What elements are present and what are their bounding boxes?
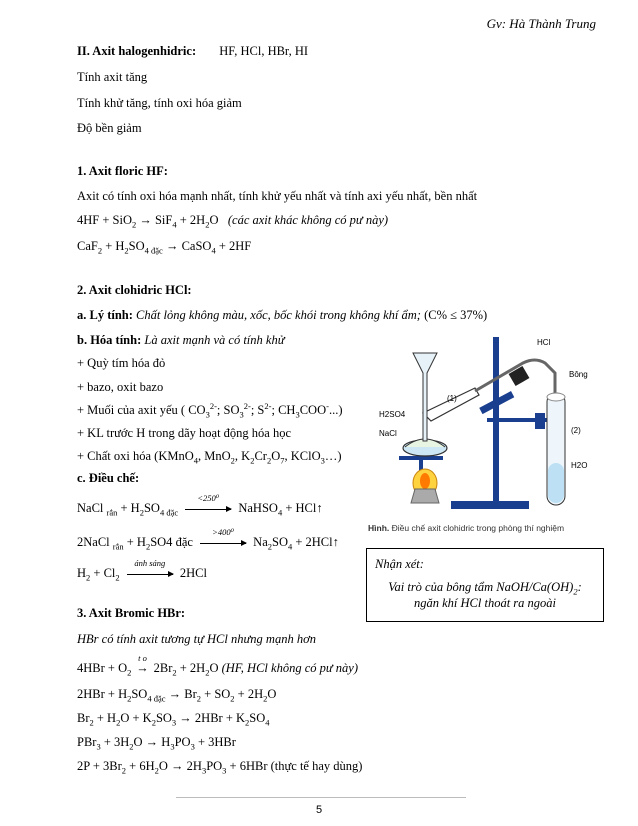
dac-label-3: đặc [175,535,193,549]
section2-line1: Tính axit tăng [77,70,148,84]
cond-light: ánh sáng [134,558,166,568]
arrow-cond-to: t o → [136,653,149,675]
section2-title: II. Axit halogenhidric: [77,44,197,58]
hbr-eq1: $4HBr + O_2$ t o → $2Br_2 + 2H_2O$ (HF, HCl không có pư này) [77,653,359,678]
hcl-chem-text: Là axit mạnh và có tính khử [144,333,285,347]
hcl-prep-title: c. Điều chế: [77,471,140,485]
footer-divider [176,797,466,798]
hcl-chem-label: b. Hóa tính: [77,333,142,347]
note-content-line1: Vai trò của bông tẩm NaOH/Ca(OH) [388,580,574,594]
hf-desc: Axit có tính oxi hóa mạnh nhất, tính khử yếu nhất và tính axi yếu nhất, bền nhất [77,189,478,203]
hcl-c3-pre: + Muối của axit yếu ( CO [77,403,206,417]
hcl-phys-pct: (C% ≤ 37%) [424,308,488,322]
cond-to: t o [138,653,147,663]
arrow-cond-light [126,558,174,581]
hf-eq2: $CaF_2 + H_2SO_{4 đặc}$ → CaSO$_4$ + 2HF [77,239,252,256]
note-title: Nhận xét: [375,557,424,571]
hf-note: (các axit khác không có pư này) [227,213,389,227]
hcl-c2: + bazo, oxit bazo [77,380,164,394]
note-box [366,548,604,622]
hbr-note-last: (thực tế hay dùng) [270,759,363,773]
hbr-desc: HBr có tính axit tương tự HCl nhưng mạnh hơn [77,632,316,646]
section2-line2: Tính khử tăng, tính oxi hóa giảm [77,96,242,110]
hbr-eq2: $2HBr + H_2SO_{4 đặc} \to Br_2 + SO_2 + 2H_2O$ [77,687,277,704]
hcl-phys-label: a. Lý tính: [77,308,133,322]
hbr-eq4: $PBr_3 + 3H_2O \to H_3PO_3 + 3HBr$ [77,735,236,752]
arrow-cond-250 [184,493,232,516]
apparatus-drawing [375,333,602,523]
hcl-chemical [77,333,285,348]
hcl-physical [77,308,487,323]
hbr-title: 3. Axit Bromic HBr: [77,606,186,620]
hcl-prep-eq1: NaCl $_{rắn} + H_2SO_{4 đặc}$ <250⁰ NaHSO$_4$ + HCl↑ [77,493,323,518]
label-nacl: NaCl [379,429,397,438]
hcl-apparatus-figure [375,333,602,539]
hbr-note1: (HF, HCl không có pư này) [221,661,359,675]
dac-label-4: đặc [153,693,166,704]
hcl-c1: + Quỳ tím hóa đỏ [77,356,166,370]
figure-caption-text: Điều chế axit clohidric trong phòng thí nghiệm [389,523,565,533]
figure-caption [368,523,564,533]
arrow-cond-400 [199,527,247,550]
hcl-c3: + Muối của axit yếu ( $CO_3^{2-}$; $SO_3^{2-}$; $S^{2-}$; $CH_3COO^-$...) [77,400,343,420]
hcl-title: 2. Axit clohidric HCl: [77,283,192,297]
ran-label-2: rắn [112,541,124,552]
cond-250: <250⁰ [197,493,220,503]
hcl-c5: + Chất oxi hóa (KMnO$_4$, MnO$_2$, $K_2Cr_2O_7$, KClO$_3$…) [77,449,342,466]
hcl-prep-eq2: 2NaCl $_{rắn} + H_2SO4$ đặc >400⁰ $Na_2SO_4$ + 2HCl↑ [77,527,339,552]
hf-title: 1. Axit floric HF: [77,164,168,178]
dac-label: đặc [151,245,163,256]
header-teacher: Gv: Hà Thành Trung [486,16,596,31]
dac-label-2: đặc [166,507,179,518]
hcl-phys-text: Chất lỏng không màu, xốc, bốc khói trong không khí ẩm; [136,308,421,322]
label-bong: Bông [569,370,588,379]
note-content-line2: ngăn khí HCl thoát ra ngoài [413,596,557,610]
label-1: (1) [447,394,457,403]
note-content: Vai trò của bông tẩm NaOH/$Ca(OH)_2$: ngăn khí HCl thoát ra ngoài [388,580,582,610]
label-2: (2) [571,426,581,435]
hf-eq1: $4HF + SiO_2 \to SiF_4 + 2H_2O$ (các axit khác không có pư này) [77,213,389,230]
label-h2o: H2O [571,461,588,470]
section2-acids: HF, HCl, HBr, HI [219,44,309,58]
ran-label-1: rắn [106,507,118,518]
hcl-prep-eq3: $H_2 + Cl_2$ ánh sáng 2HCl [77,558,207,583]
hcl-c5-pre: + Chất oxi hóa (KMnO [77,449,194,463]
label-h2so4: H2SO4 [379,410,406,419]
burner [411,489,439,503]
section2-title-line [77,44,308,59]
page-number: 5 [315,804,323,816]
hcl-c4: + KL trước H trong dãy hoạt động hóa học [77,426,292,440]
cond-400: >400⁰ [212,527,234,537]
section2-line3: Độ bền giảm [77,121,142,135]
label-hcl: HCl [537,338,551,347]
figure-caption-bold: Hình. [368,523,390,533]
hbr-eq3: $Br_2 + H_2O + K_2SO_3 \to 2HBr + K_2SO_4$ [77,711,270,728]
stand-base [451,501,529,509]
hbr-eq5: $2P + 3Br_2 + 6H_2O \to 2H_3PO_3 + 6HBr$ (thực tế hay dùng) [77,759,363,776]
